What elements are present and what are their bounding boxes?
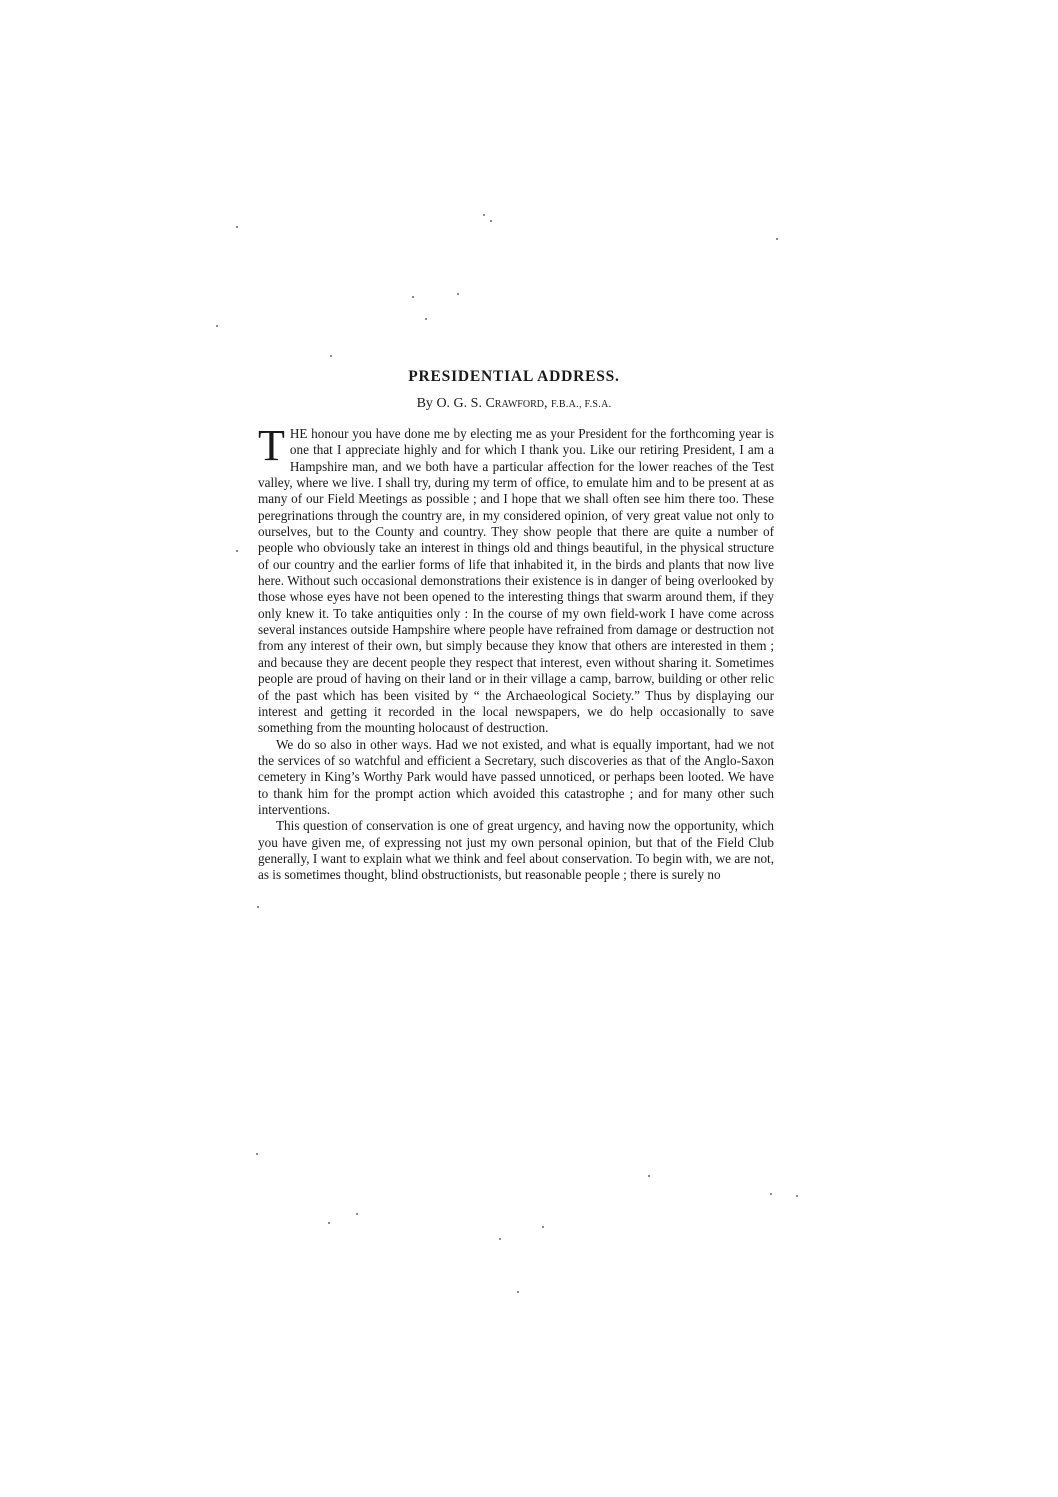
scan-speck: [236, 550, 238, 552]
article-body: [258, 421, 774, 884]
scan-speck: [796, 1195, 798, 1197]
author-name: O. G. S. Crawford,: [436, 396, 548, 411]
scan-speck: [483, 214, 485, 216]
scan-speck: [356, 1213, 358, 1215]
byline-prefix: By: [416, 396, 433, 411]
scan-speck: [216, 325, 218, 327]
scan-speck: [256, 1153, 258, 1155]
scan-speck: [517, 1291, 519, 1293]
drop-cap: T: [258, 421, 285, 470]
article-byline: [240, 396, 788, 412]
paragraph: We do so also in other ways. Had we not existed, and what is equally important, had we not the services of so watchful and efficient a Secretary, such discoveries as that of the Anglo-Saxon cemetery in King’s Worthy Park would have passed unnoticed, or perhaps been looted. We have to thank him for the prompt action which avoided this catastrophe ; and for many other such interventions.: [258, 736, 774, 817]
scan-speck: [412, 296, 414, 298]
scan-speck: [457, 293, 459, 295]
scan-speck: [648, 1175, 650, 1177]
scan-speck: [490, 220, 492, 222]
paragraph: [258, 421, 774, 737]
paragraph: This question of conservation is one of great urgency, and having now the opportunity, which you have given me, of expressing not just my own personal opinion, but that of the Field Club generally, I want to explain what we think and feel about conservation. To begin with, we are not, as is sometimes thought, blind obstructionists, but reasonable people ; there is surely no: [258, 818, 774, 883]
author-credentials: F.B.A., F.S.A.: [551, 399, 612, 410]
scan-speck: [257, 906, 259, 908]
scan-speck: [330, 355, 332, 357]
scan-speck: [328, 1222, 330, 1224]
paragraph-text: HE honour you have done me by electing me as your President for the forthcoming year is one that I appreciate highly and for which I thank you. Like our retiring President, I am a Hampshire man, and we both have a particular affection for the lower reaches of the Test valley, where we live. I shall try, during my term of office, to emulate him and to be present at as many of our Field Meetings as possible ; and I hope that we shall often see him there too. These peregrinations through the country are, in my considered opinion, of very great value not only to ourselves, but to the County and country. They show people that there are quite a number of people who obviously take an interest in things old and things beautiful, in the physical structure of our country and the earlier forms of life that inhabited it, in the birds and plants that now live here. Without such occasional demonstrations their existence is in danger of being overlooked by those whose eyes have not been opened to the interesting things that swarm around them, if they only knew it. To take antiquities only : In the course of my own field-work I have come across several instances outside Hampshire where people have refrained from damage or destruction not from any interest of their own, but simply because they know that others are interested in them ; and because they are decent people they respect that interest, even without sharing it. Sometimes people are proud of having on their land or in their village a camp, barrow, building or other relic of the past which has been visited by “ the Archaeological Society.” Thus by displaying our interest and getting it recorded in the local newspapers, we do help occasionally to save something from the mounting holocaust of destruction.: [258, 426, 774, 736]
scan-speck: [776, 238, 778, 240]
scan-speck: [425, 318, 427, 320]
scan-speck: [770, 1193, 772, 1195]
scan-speck: [542, 1226, 544, 1228]
scan-speck: [236, 226, 238, 228]
scan-speck: [499, 1238, 501, 1240]
article-title: PRESIDENTIAL ADDRESS.: [408, 368, 620, 385]
